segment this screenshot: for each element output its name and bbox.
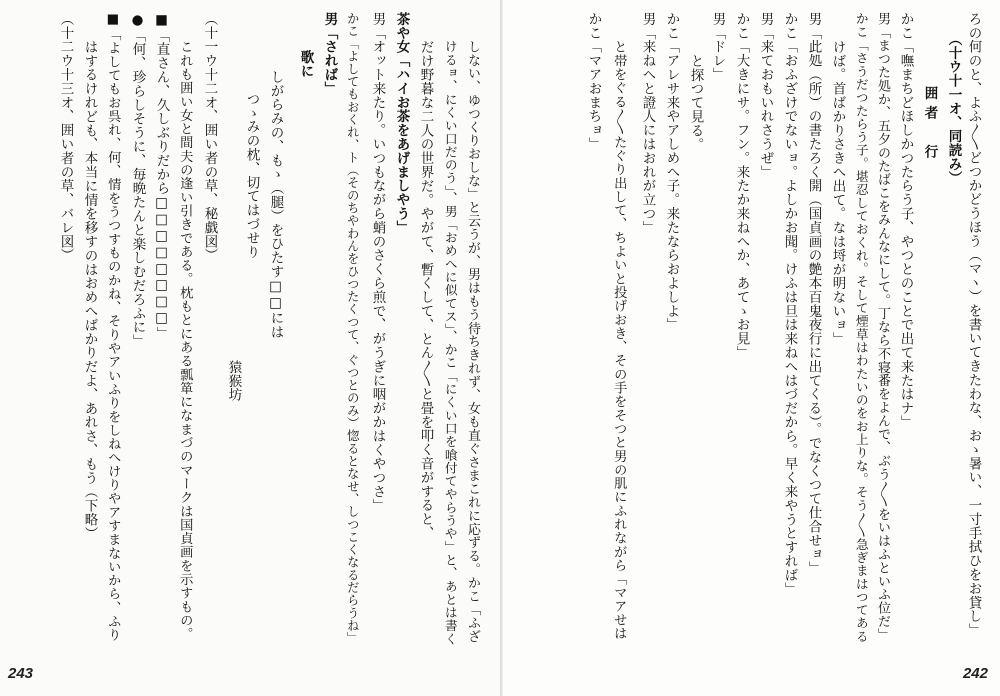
section-heading: 囲者 行: [921, 86, 938, 164]
text-line: けば。首ばかりさきへ出て。なは埒が明ないョ」: [829, 40, 846, 346]
text-line: 男「此処（所）の書たろく開（国貞画の艶本百鬼夜行に出てくる）。でなくつて仕合せョ」: [805, 12, 822, 576]
speaker-line: 茶や女「ハイお茶をあげましやう」: [393, 12, 410, 235]
text-line: 男「オット来たり。いつもながら蛸のさくら煎で、がうぎに咽がかはくやつさ」: [369, 12, 386, 513]
text-line: 男「来ておもいれさうぜ」: [757, 12, 774, 179]
speaker-line: 男「されば」: [321, 12, 338, 96]
section-note: （十一ウ十二オ、囲い者の草、秘戯図）: [201, 12, 218, 263]
text-line: 男「ドレ」: [709, 12, 726, 82]
poem-intro: 歌に: [297, 50, 314, 78]
text-line: これも囲い女と間夫の逢い引きである。枕もとにある瓢箪になまづのマークは国貞画を示すもの。: [177, 40, 193, 641]
poet-name: 猿猴坊: [225, 360, 242, 402]
text-line: かこ「嘸まちどほしかつたらう子、やつとのことで出て来たはナ」: [897, 12, 914, 429]
text-line: かこ「アレサ来やアしめへ子。来たならおよしよ」: [663, 12, 680, 332]
text-line: かこ「大きにサ。フン。来たか来ねへか、あてゝお見」: [733, 12, 750, 360]
text-line: ■「よしてもお呉れ、何、情をうつすものかね、そりやアいふりをしねへけりやアすまないから、ふり: [105, 12, 121, 642]
text-line: ●「何、珍らしそうに、毎晩たんと楽しむだろふに」: [129, 12, 146, 349]
poem-line: しがらみの、もゝ（腿）をひたす□□には: [267, 70, 284, 340]
text-line: だけ野暮な二人の世界だ。やがて、暫くして、とん〳〵と畳を叩く音がすると、: [417, 40, 434, 540]
stage-direction: と帯をぐる〳〵たぐり出して、ちよいと投げおき、その手をそつと男の肌にふれながら「マアせは: [611, 40, 627, 641]
text-line: かこ「マアおまちョ」: [585, 12, 602, 151]
text-line: ろの何のと、よふ〳〵どつかどうほう（マヽ）を書いてきたわな、おゝ暑い、一寸手拭ひをお貸し」: [965, 12, 982, 638]
section-note: （十ウ十一オ、同読み）: [945, 32, 962, 185]
text-line: 男「来ねへと證人にはおれが立つ」: [639, 12, 656, 235]
text-line: はするけれども、本当に情を移すのはおめへばかりだよ、あれさ、もう（下略）: [81, 40, 98, 541]
text-line: かこ「おふざけでないョ。よしかお聞。けふは旦は来ねへはづだから。早く来やうとすれば」: [781, 12, 798, 596]
text-line: かこ「さうだつたらう子。堪忍しておくれ。そして煙草はわたいのをお上りな。そう〳〵急ぎまはつてある: [852, 12, 868, 643]
text-line: ■「直さん、久しぶりだから□□□□□□□□」: [153, 12, 170, 341]
page-number: 243: [8, 665, 34, 682]
stage-direction: と探つて見る。: [687, 54, 704, 152]
section-note: （十二ウ十三オ、囲い者の草、バレ図）: [57, 12, 74, 263]
text-line: しない、ゆつくりおしな」と云うが、男はもう待ちきれず、女も直ぐさまこれに応ずる。かこ「ふざ: [465, 40, 480, 643]
poem-line: つゝみの枕、切てはづせり: [243, 92, 260, 259]
text-line: けるョ、にくい口だのう」、男「おめへに似てス」、かこ「にくい口を喰付てやらうや」と、あとは書く: [441, 40, 457, 646]
text-line: かこ「よしてもおくれ、ト（そのちやわんをひつたくつて、ぐつとのみ）惚るとなせ、しつこくなるだらうね」: [345, 12, 360, 645]
right-page: [500, 0, 1000, 696]
text-line: 男「まつた処か、五夕のたばこをみんなにして。丁なら不寝番をよんで、ぶう〳〵をいはふといふ位だ」: [875, 12, 890, 642]
page-number: 242: [962, 665, 988, 682]
